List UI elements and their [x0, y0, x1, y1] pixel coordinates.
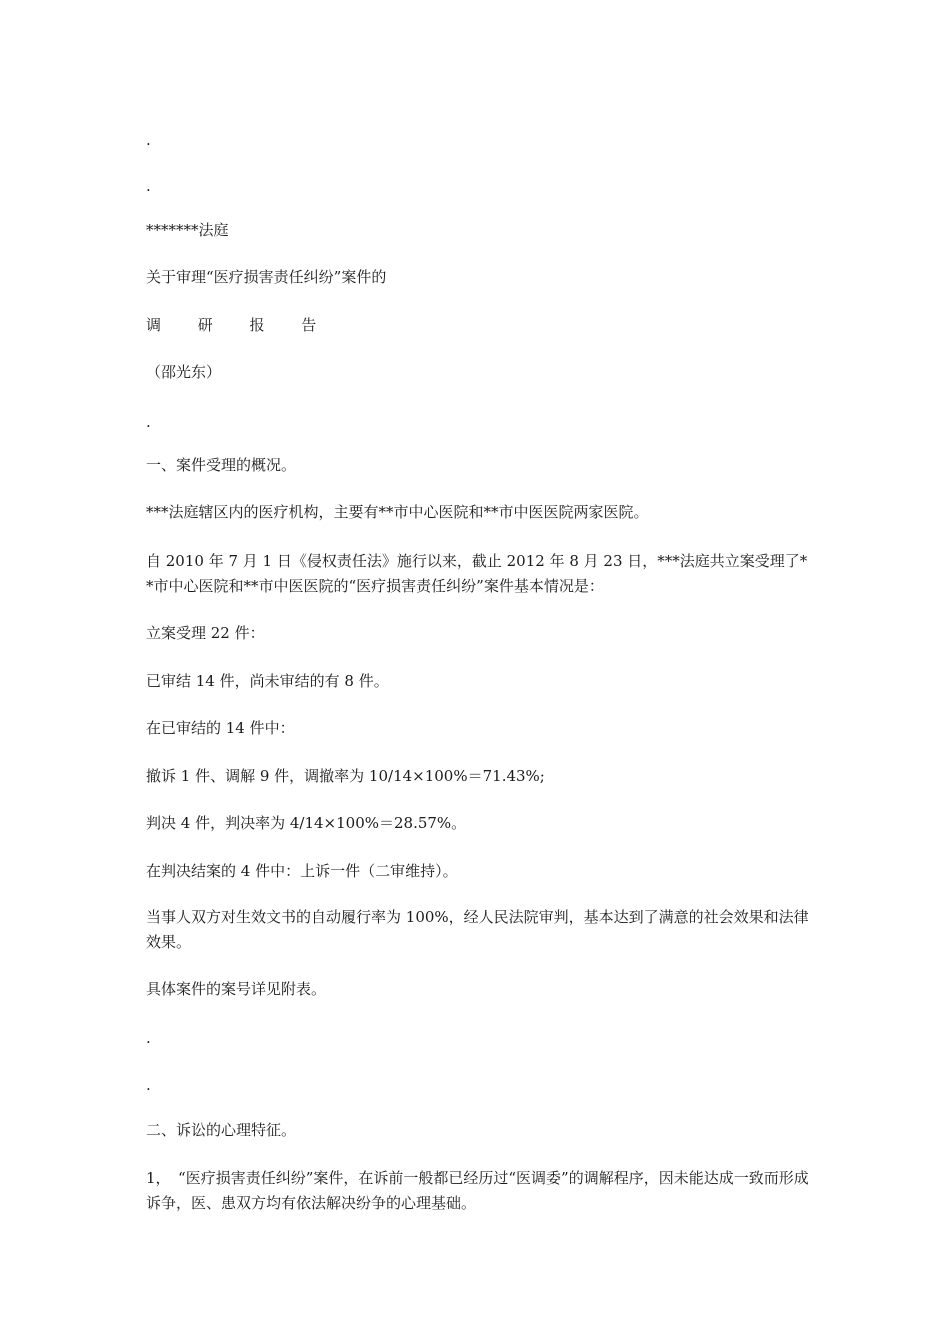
paragraph: 立案受理 22 件： [146, 624, 265, 642]
paragraph: 在判决结案的 4 件中：上诉一件（二审维持）。 [146, 862, 458, 880]
separator-dot: . [146, 413, 151, 431]
paragraph: ***法庭辖区内的医疗机构，主要有**市中心医院和**市中医医院两家医院。 [146, 503, 649, 521]
paragraph: 1， “医疗损害责任纠纷”案件，在诉前一般都已经历过“医调委”的调解程序，因未能达成一致而形成诉争，医、患双方均有依法解决纷争的心理基础。 [146, 1169, 809, 1212]
section-heading-1: 一、案件受理的概况。 [146, 456, 297, 474]
paragraph: 判决 4 件，判决率为 4/14×100%＝28.57%。 [146, 814, 467, 832]
separator-dot: . [146, 177, 151, 195]
report-title-line1: 关于审理“医疗损害责任纠纷”案件的 [146, 268, 387, 286]
paragraph: 具体案件的案号详见附表。 [146, 980, 327, 998]
author: （邵光东） [146, 363, 222, 381]
separator-dot: . [146, 131, 151, 149]
paragraph: 当事人双方对生效文书的自动履行率为 100%，经人民法院审判，基本达到了满意的社会效果和法律效果。 [146, 908, 809, 951]
report-title-line2: 调 研 报 告 [146, 316, 333, 334]
separator-dot: . [146, 1029, 151, 1047]
separator-dot: . [146, 1076, 151, 1094]
paragraph: 自 2010 年 7 月 1 日《侵权责任法》施行以来，截止 2012 年 8 月 23 日，***法庭共立案受理了**市中心医院和**市中医医院的“医疗损害责任纠纷”案件基本情况是： [146, 552, 808, 595]
court-name: *******法庭 [146, 221, 229, 239]
paragraph: 已审结 14 件，尚未审结的有 8 件。 [146, 672, 389, 690]
section-heading-2: 二、诉讼的心理特征。 [146, 1121, 297, 1139]
paragraph: 在已审结的 14 件中： [146, 719, 295, 737]
paragraph: 撤诉 1 件、调解 9 件，调撤率为 10/14×100%＝71.43%; [146, 767, 545, 785]
